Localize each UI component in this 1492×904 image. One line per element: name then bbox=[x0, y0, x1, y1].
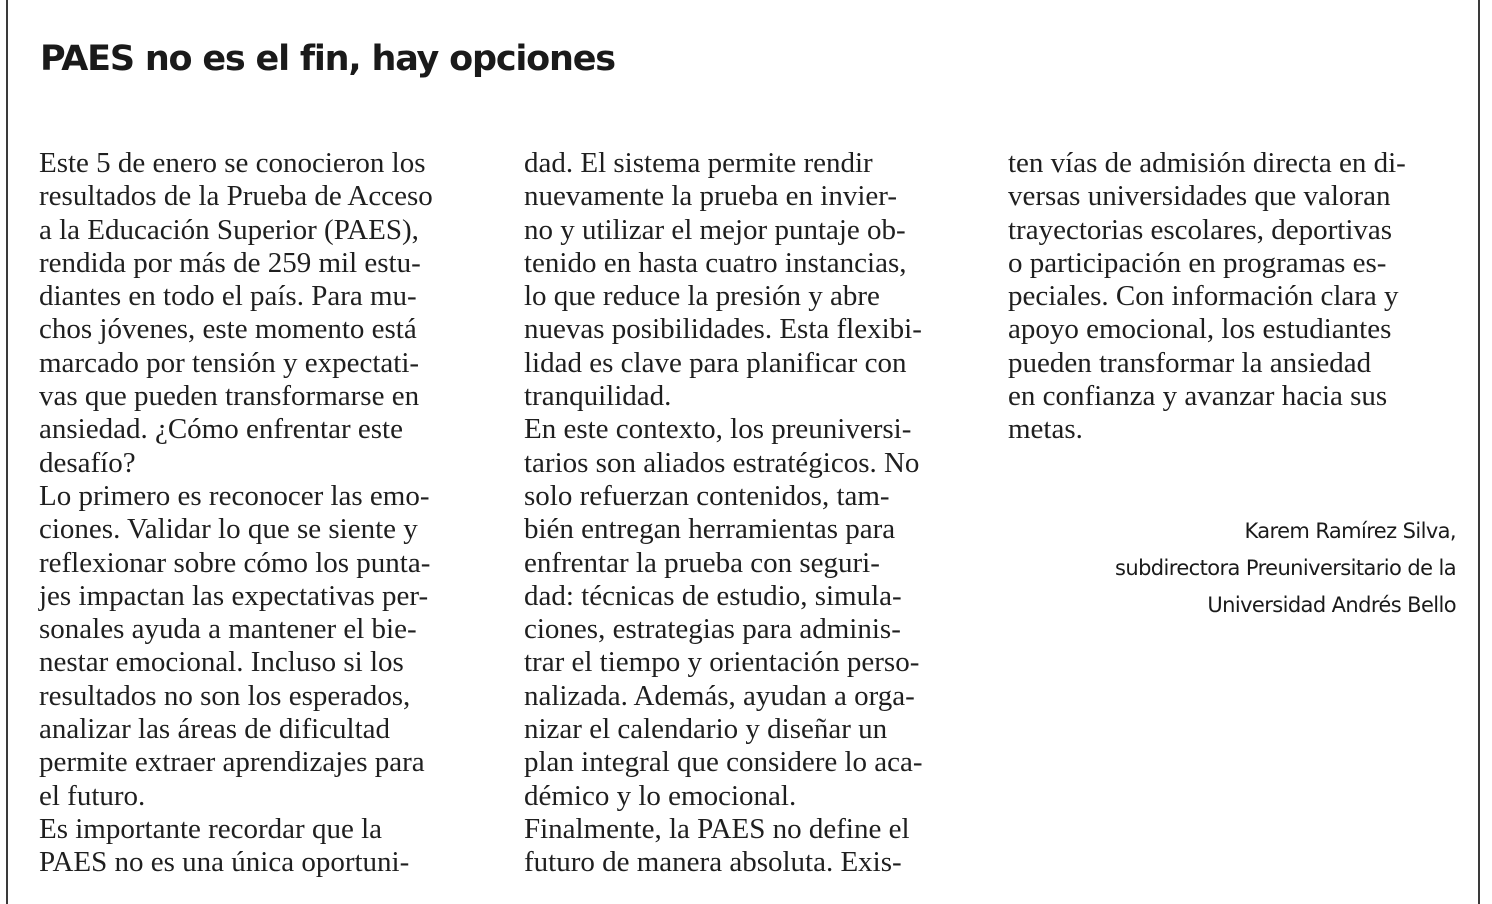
text-line: ciones. Validar lo que se siente y bbox=[39, 513, 418, 546]
author-name: Karem Ramírez Silva, bbox=[1244, 519, 1456, 543]
text-line: nalizada. Además, ayudan a orga- bbox=[524, 679, 915, 712]
text-line: permite extraer aprendizajes para bbox=[39, 746, 425, 779]
text-line: resultados de la Prueba de Acceso bbox=[39, 180, 433, 213]
text-line: analizar las áreas de dificultad bbox=[39, 713, 391, 746]
text-line: sonales ayuda a mantener el bie- bbox=[39, 613, 417, 646]
text-line: versas universidades que valoran bbox=[1008, 180, 1391, 213]
text-line: ten vías de admisión directa en di- bbox=[1008, 147, 1406, 179]
text-line: tarios son aliados estratégicos. No bbox=[524, 446, 920, 479]
article-column-2 bbox=[524, 147, 974, 880]
page-border-right bbox=[1478, 0, 1480, 904]
text-line: Este 5 de enero se conocieron los bbox=[39, 147, 426, 179]
text-line: nuevas posibilidades. Esta flexibi- bbox=[524, 313, 922, 346]
text-line: Lo primero es reconocer las emo- bbox=[39, 479, 430, 512]
text-line: tenido en hasta cuatro instancias, bbox=[524, 246, 907, 279]
text-line: en confianza y avanzar hacia sus bbox=[1008, 380, 1388, 413]
text-line: Finalmente, la PAES no define el bbox=[524, 812, 910, 845]
text-line: ciones, estrategias para adminis- bbox=[524, 613, 901, 646]
text-line: ansiedad. ¿Cómo enfrentar este bbox=[39, 413, 403, 446]
text-line: marcado por tensión y expectati- bbox=[39, 346, 420, 379]
text-line: nizar el calendario y diseñar un bbox=[524, 713, 888, 746]
text-line: nestar emocional. Incluso si los bbox=[39, 646, 404, 679]
text-line: plan integral que considere lo aca- bbox=[524, 746, 923, 779]
text-line: tranquilidad. bbox=[524, 380, 672, 413]
text-line: Es importante recordar que la bbox=[39, 812, 383, 845]
text-line: chos jóvenes, este momento está bbox=[39, 313, 417, 346]
text-line: futuro de manera absoluta. Exis- bbox=[524, 846, 902, 879]
text-line: reflexionar sobre cómo los punta- bbox=[39, 546, 431, 579]
text-line: no y utilizar el mejor puntaje ob- bbox=[524, 213, 906, 246]
text-line: o participación en programas es- bbox=[1008, 246, 1387, 279]
article-column-3 bbox=[1008, 147, 1458, 447]
text-line: PAES no es una única oportuni- bbox=[39, 846, 410, 879]
text-line: rendida por más de 259 mil estu- bbox=[39, 246, 421, 279]
text-line: resultados no son los esperados, bbox=[39, 679, 411, 712]
text-line: metas. bbox=[1008, 413, 1083, 446]
text-line: pueden transformar la ansiedad bbox=[1008, 346, 1372, 379]
page-border-left bbox=[6, 0, 8, 904]
text-line: trar el tiempo y orientación perso- bbox=[524, 646, 920, 679]
text-line: lo que reduce la presión y abre bbox=[524, 280, 880, 313]
author-role: subdirectora Preuniversitario de la bbox=[1115, 556, 1456, 580]
text-line: diantes en todo el país. Para mu- bbox=[39, 280, 417, 313]
text-line: peciales. Con información clara y bbox=[1008, 280, 1399, 313]
text-line: bién entregan herramientas para bbox=[524, 513, 896, 546]
text-line: jes impactan las expectativas per- bbox=[39, 579, 429, 612]
text-line: En este contexto, los preuniversi- bbox=[524, 413, 912, 446]
text-line: lidad es clave para planificar con bbox=[524, 346, 907, 379]
author-signature bbox=[1115, 513, 1456, 624]
text-line: apoyo emocional, los estudiantes bbox=[1008, 313, 1392, 346]
text-line: trayectorias escolares, deportivas bbox=[1008, 213, 1393, 246]
text-line: enfrentar la prueba con seguri- bbox=[524, 546, 880, 579]
article-column-1 bbox=[39, 147, 489, 880]
article-headline: PAES no es el fin, hay opciones bbox=[40, 39, 615, 79]
text-line: el futuro. bbox=[39, 779, 146, 812]
author-institution: Universidad Andrés Bello bbox=[1207, 593, 1456, 617]
text-line: desafío? bbox=[39, 446, 136, 479]
text-line: a la Educación Superior (PAES), bbox=[39, 213, 419, 246]
text-line: nuevamente la prueba en invier- bbox=[524, 180, 898, 213]
text-line: dad: técnicas de estudio, simula- bbox=[524, 579, 902, 612]
text-line: vas que pueden transformarse en bbox=[39, 380, 420, 413]
text-line: solo refuerzan contenidos, tam- bbox=[524, 479, 890, 512]
text-line: démico y lo emocional. bbox=[524, 779, 797, 812]
text-line: dad. El sistema permite rendir bbox=[524, 147, 873, 179]
